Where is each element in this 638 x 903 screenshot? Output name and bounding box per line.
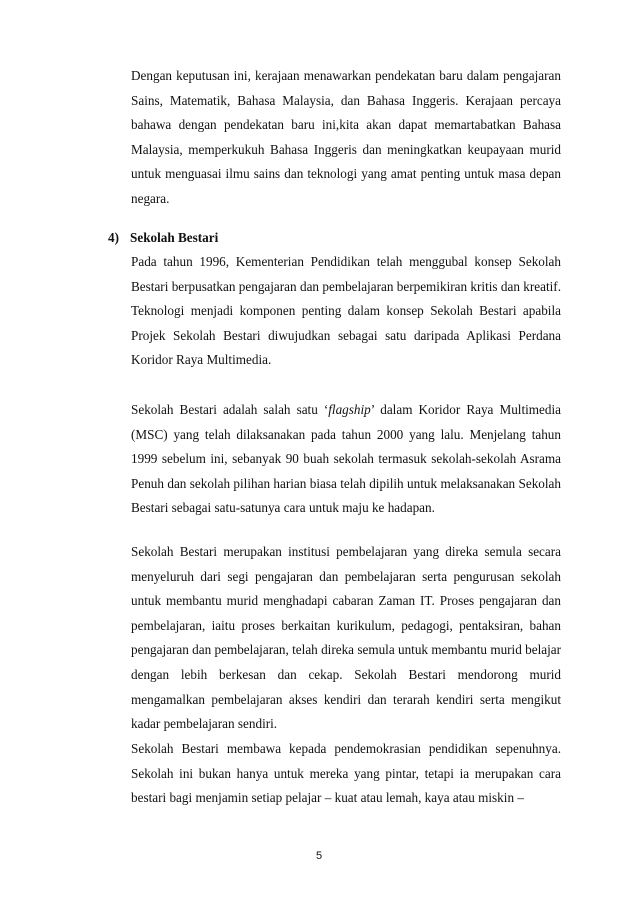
page-number: 5 (315, 850, 323, 862)
section-heading (108, 228, 218, 248)
paragraph-flagship (131, 398, 561, 521)
section-title: Sekolah Bestari (130, 230, 219, 245)
paragraph-flagship-start: Sekolah Bestari adalah salah satu ‘ (131, 402, 329, 417)
section-number: 4) (108, 230, 119, 245)
paragraph-democratization: Sekolah Bestari membawa kepada pendemokrasian pendidikan sepenuhnya. Sekolah ini bukan hanya untuk mereka yang pintar, tetapi ia merupakan cara bestari bagi menjamin setiap pelajar – kuat atau lemah, kaya atau miskin – (131, 741, 561, 806)
paragraph-institution: Sekolah Bestari merupakan institusi pembelajaran yang direka semula secara menyeluruh dari segi pengajaran dan pembelajaran serta pengurusan sekolah untuk membantu murid menghadapi cabaran Zaman IT. Proses pengajaran dan pembelajaran, iaitu proses berkaitan kurikulum, pedagogi, pentaksiran, bahan pengajaran dan pembelajaran, telah direka semula untuk membantu murid belajar dengan lebih berkesan dan cekap. Sekolah Bestari mendorong murid mengamalkan pembelajaran akses kendiri dan terarah kendiri serta mengikut kadar pembelajaran sendiri. (131, 544, 561, 732)
paragraph-history: Pada tahun 1996, Kementerian Pendidikan telah menggubal konsep Sekolah Bestari berpusatkan pengajaran dan pembelajaran berpemikiran kritis dan kreatif. Teknologi menjadi komponen penting dalam konsep Sekolah Bestari apabila Projek Sekolah Bestari diwujudkan sebagai satu daripada Aplikasi Perdana Koridor Raya Multimedia. (131, 254, 561, 368)
paragraph-flagship-end: ’ dalam Koridor Raya Multimedia (MSC) yang telah dilaksanakan pada tahun 2000 yang lalu. Menjelang tahun 1999 sebelum ini, sebanyak 90 buah sekolah termasuk sekolah-sekolah Asrama Penuh dan sekolah pilihan harian biasa telah dipilih untuk melaksanakan Sekolah Bestari sebagai satu-satunya cara untuk maju ke hadapan. (131, 402, 562, 516)
flagship-term: flagship (328, 402, 371, 417)
paragraph-intro-policy: Dengan keputusan ini, kerajaan menawarkan pendekatan baru dalam pengajaran Sains, Matematik, Bahasa Malaysia, dan Bahasa Inggeris. Kerajaan percaya bahawa dengan pendekatan baru ini,kita akan dapat memartabatkan Bahasa Malaysia, memperkukuh Bahasa Inggeris dan meningkatkan keupayaan murid untuk menguasai ilmu sains dan teknologi yang amat penting untuk masa depan negara. (131, 68, 561, 206)
